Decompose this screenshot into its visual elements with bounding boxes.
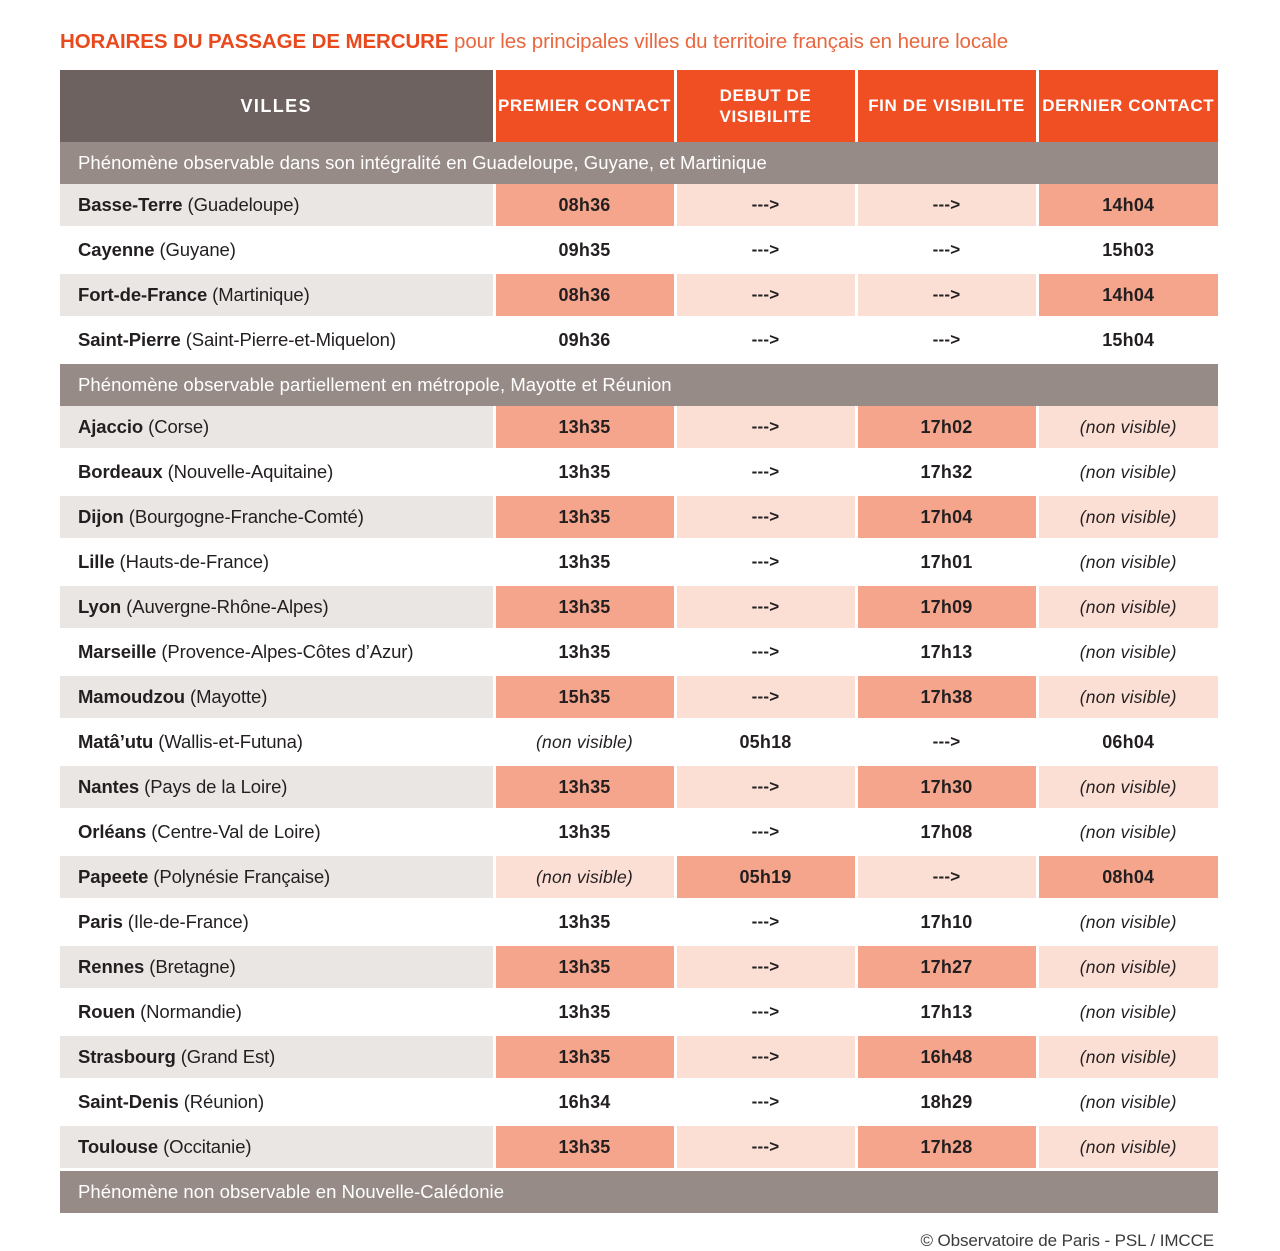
table-row [60, 273, 1218, 318]
credit-line: © Observatoire de Paris - PSL / IMCCE [920, 1231, 1214, 1250]
city-name: Rouen [78, 1001, 136, 1022]
value-cell: ---> [675, 273, 856, 318]
value-cell: 17h10 [856, 900, 1037, 945]
value-cell: 14h04 [1037, 184, 1218, 228]
table-row [60, 1080, 1218, 1125]
value-cell: ---> [675, 184, 856, 228]
value-cell: 13h35 [494, 585, 675, 630]
city-cell [60, 585, 494, 630]
value-cell: 09h35 [494, 228, 675, 273]
value-cell: (non visible) [1037, 675, 1218, 720]
value-cell: 16h48 [856, 1035, 1037, 1080]
value-cell: 17h28 [856, 1125, 1037, 1170]
city-region: (Bretagne) [144, 956, 236, 977]
table-row [60, 540, 1218, 585]
value-cell: ---> [675, 228, 856, 273]
value-cell: 13h35 [494, 406, 675, 450]
table-row [60, 990, 1218, 1035]
city-cell [60, 184, 494, 228]
value-cell: 08h36 [494, 273, 675, 318]
city-cell [60, 810, 494, 855]
value-cell: 08h04 [1037, 855, 1218, 900]
city-region: (Martinique) [207, 284, 310, 305]
city-cell [60, 990, 494, 1035]
city-region: (Wallis-et-Futuna) [153, 731, 303, 752]
city-region: (Provence-Alpes-Côtes d’Azur) [156, 641, 414, 662]
city-cell [60, 495, 494, 540]
page-title-strong: HORAIRES DU PASSAGE DE MERCURE [60, 30, 449, 53]
section-banner-text: Phénomène observable dans son intégralité en Guadeloupe, Guyane, et Martinique [60, 142, 1218, 184]
city-name: Matâ’utu [78, 731, 154, 752]
city-name: Marseille [78, 641, 157, 662]
value-cell: ---> [675, 1125, 856, 1170]
table-body [60, 142, 1218, 1170]
column-header-dernier-contact: DERNIER CONTACT [1037, 70, 1218, 142]
table-row [60, 630, 1218, 675]
city-name: Lyon [78, 596, 122, 617]
value-cell: 15h04 [1037, 318, 1218, 363]
city-region: (Polynésie Française) [148, 866, 331, 887]
city-name: Papeete [78, 866, 149, 887]
city-name: Fort-de-France [78, 284, 208, 305]
value-cell: ---> [675, 450, 856, 495]
schedule-table [60, 70, 1218, 1171]
value-cell: 17h08 [856, 810, 1037, 855]
table-row [60, 720, 1218, 765]
value-cell: 17h04 [856, 495, 1037, 540]
city-name: Nantes [78, 776, 140, 797]
city-region: (Occitanie) [158, 1136, 252, 1157]
value-cell: 13h35 [494, 810, 675, 855]
city-cell [60, 1080, 494, 1125]
table-row [60, 1035, 1218, 1080]
value-cell: 17h32 [856, 450, 1037, 495]
value-cell: ---> [856, 855, 1037, 900]
value-cell: (non visible) [1037, 945, 1218, 990]
value-cell: ---> [856, 228, 1037, 273]
page-title [60, 30, 1218, 54]
value-cell: ---> [675, 810, 856, 855]
table-row [60, 495, 1218, 540]
value-cell: 16h34 [494, 1080, 675, 1125]
value-cell: 17h09 [856, 585, 1037, 630]
value-cell: 17h02 [856, 406, 1037, 450]
value-cell: ---> [675, 990, 856, 1035]
city-name: Strasbourg [78, 1046, 176, 1067]
value-cell: ---> [675, 406, 856, 450]
value-cell: 17h01 [856, 540, 1037, 585]
table-row [60, 318, 1218, 363]
column-header-fin-visibilite: FIN DE VISIBILITE [856, 70, 1037, 142]
value-cell: 18h29 [856, 1080, 1037, 1125]
value-cell: 17h13 [856, 990, 1037, 1035]
header-row [60, 70, 1218, 142]
city-name: Ajaccio [78, 416, 144, 437]
value-cell: ---> [856, 720, 1037, 765]
value-cell: ---> [675, 765, 856, 810]
value-cell: 06h04 [1037, 720, 1218, 765]
footer-banner-row [60, 1171, 1218, 1213]
value-cell: 08h36 [494, 184, 675, 228]
value-cell: 17h38 [856, 675, 1037, 720]
value-cell: (non visible) [1037, 1080, 1218, 1125]
city-region: (Centre-Val de Loire) [146, 821, 321, 842]
section-banner-row [60, 142, 1218, 184]
city-name: Orléans [78, 821, 147, 842]
value-cell: 15h03 [1037, 228, 1218, 273]
value-cell: ---> [675, 1035, 856, 1080]
table-row [60, 184, 1218, 228]
city-name: Saint-Pierre [78, 329, 181, 350]
city-name: Saint-Denis [78, 1091, 179, 1112]
value-cell: (non visible) [1037, 540, 1218, 585]
value-cell: ---> [675, 900, 856, 945]
city-cell [60, 540, 494, 585]
value-cell: 15h35 [494, 675, 675, 720]
column-header-premier-contact: PREMIER CONTACT [494, 70, 675, 142]
city-name: Basse-Terre [78, 194, 183, 215]
city-cell [60, 675, 494, 720]
table-row [60, 1125, 1218, 1170]
section-banner-row [60, 363, 1218, 407]
table-row [60, 810, 1218, 855]
city-name: Dijon [78, 506, 124, 527]
value-cell: ---> [856, 318, 1037, 363]
value-cell: 14h04 [1037, 273, 1218, 318]
section-banner-text: Phénomène observable partiellement en métropole, Mayotte et Réunion [60, 363, 1218, 407]
value-cell: 09h36 [494, 318, 675, 363]
value-cell: (non visible) [1037, 630, 1218, 675]
city-name: Lille [78, 551, 115, 572]
table-header [60, 70, 1218, 142]
value-cell: (non visible) [1037, 585, 1218, 630]
city-name: Paris [78, 911, 123, 932]
city-name: Toulouse [78, 1136, 159, 1157]
value-cell: (non visible) [1037, 406, 1218, 450]
city-name: Cayenne [78, 239, 155, 260]
city-region: (Corse) [143, 416, 210, 437]
city-cell [60, 318, 494, 363]
value-cell: (non visible) [1037, 765, 1218, 810]
table-row [60, 585, 1218, 630]
city-name: Bordeaux [78, 461, 163, 482]
value-cell: 17h27 [856, 945, 1037, 990]
value-cell: 13h35 [494, 945, 675, 990]
value-cell: 05h18 [675, 720, 856, 765]
table-row [60, 900, 1218, 945]
column-header-debut-visibilite: DEBUT DE VISIBILITE [675, 70, 856, 142]
city-region: (Grand Est) [175, 1046, 276, 1067]
value-cell: ---> [675, 630, 856, 675]
city-region: (Normandie) [135, 1001, 242, 1022]
city-cell [60, 765, 494, 810]
table-row [60, 765, 1218, 810]
city-region: (Ile-de-France) [122, 911, 249, 932]
city-cell [60, 450, 494, 495]
value-cell: ---> [675, 540, 856, 585]
table-row [60, 450, 1218, 495]
value-cell: (non visible) [494, 720, 675, 765]
value-cell: 13h35 [494, 990, 675, 1035]
value-cell: 13h35 [494, 1035, 675, 1080]
city-cell [60, 273, 494, 318]
city-region: (Mayotte) [185, 686, 268, 707]
value-cell: 13h35 [494, 540, 675, 585]
city-region: (Bourgogne-Franche-Comté) [123, 506, 364, 527]
value-cell: 13h35 [494, 765, 675, 810]
city-region: (Pays de la Loire) [139, 776, 288, 797]
city-region: (Guyane) [154, 239, 236, 260]
value-cell: ---> [675, 1080, 856, 1125]
table-row [60, 228, 1218, 273]
value-cell: 17h13 [856, 630, 1037, 675]
value-cell: ---> [675, 585, 856, 630]
value-cell: (non visible) [1037, 1125, 1218, 1170]
value-cell: ---> [856, 273, 1037, 318]
value-cell: ---> [675, 318, 856, 363]
page-title-rest: pour les principales villes du territoire français en heure locale [448, 30, 1009, 53]
city-region: (Hauts-de-France) [114, 551, 269, 572]
value-cell: (non visible) [1037, 810, 1218, 855]
city-cell [60, 855, 494, 900]
table-row [60, 945, 1218, 990]
value-cell: 17h30 [856, 765, 1037, 810]
value-cell: ---> [675, 675, 856, 720]
city-region: (Guadeloupe) [182, 194, 300, 215]
value-cell: (non visible) [1037, 990, 1218, 1035]
city-cell [60, 945, 494, 990]
value-cell: ---> [856, 184, 1037, 228]
value-cell: 13h35 [494, 900, 675, 945]
value-cell: (non visible) [1037, 495, 1218, 540]
table-row [60, 675, 1218, 720]
value-cell: ---> [675, 945, 856, 990]
city-region: (Auvergne-Rhône-Alpes) [121, 596, 329, 617]
city-cell [60, 900, 494, 945]
value-cell: 05h19 [675, 855, 856, 900]
value-cell: (non visible) [494, 855, 675, 900]
city-cell [60, 630, 494, 675]
value-cell: 13h35 [494, 495, 675, 540]
city-cell [60, 1125, 494, 1170]
city-region: (Réunion) [178, 1091, 265, 1112]
city-region: (Nouvelle-Aquitaine) [162, 461, 334, 482]
value-cell: ---> [675, 495, 856, 540]
table-row [60, 406, 1218, 450]
footer-banner-table [60, 1171, 1218, 1213]
city-name: Rennes [78, 956, 145, 977]
footer-banner-text: Phénomène non observable en Nouvelle-Calédonie [60, 1171, 1218, 1213]
city-name: Mamoudzou [78, 686, 186, 707]
value-cell: 13h35 [494, 450, 675, 495]
column-header-villes: VILLES [60, 70, 494, 142]
city-cell [60, 1035, 494, 1080]
value-cell: 13h35 [494, 630, 675, 675]
value-cell: (non visible) [1037, 450, 1218, 495]
table-row [60, 855, 1218, 900]
value-cell: (non visible) [1037, 900, 1218, 945]
city-cell [60, 720, 494, 765]
value-cell: (non visible) [1037, 1035, 1218, 1080]
city-region: (Saint-Pierre-et-Miquelon) [180, 329, 396, 350]
city-cell [60, 406, 494, 450]
value-cell: 13h35 [494, 1125, 675, 1170]
city-cell [60, 228, 494, 273]
